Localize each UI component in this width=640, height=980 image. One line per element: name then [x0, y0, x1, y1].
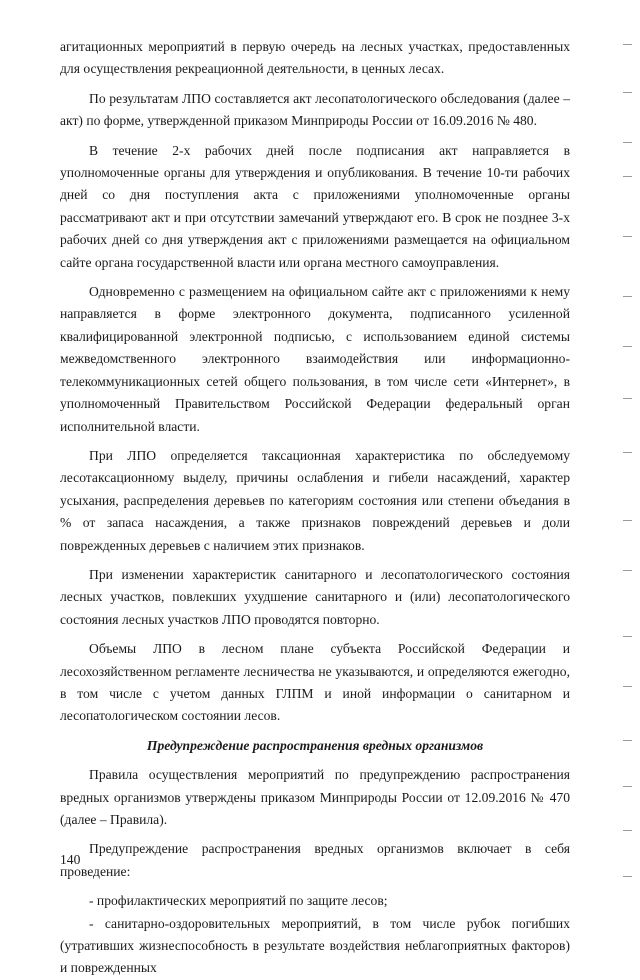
paragraph-prevention-includes: Предупреждение распространения вредных организмов включает в себя проведение: — [60, 841, 570, 879]
edge-mark — [623, 786, 632, 787]
list-item-sanitary: - санитарно-оздоровительных мероприятий, в том числе рубок погибших (утративших жизнеспособность в результате воздействия неблагоприятных факторов) и поврежденных — [60, 915, 570, 976]
edge-mark — [623, 570, 632, 571]
edge-mark — [623, 876, 632, 877]
paragraph-electronic-submission: Одновременно с размещением на официальном сайте акт с приложениями к нему направляется в форме электронного документа, подписанного усиленной квалифицированной электронной подписью, с использованием единой системы межведомственного электронного взаимодействия или информационно-телекоммуникационных сетей общего пользования, в том числе сети «Интернет», в уполномоченный Правительством Российской Федерации федеральный орган исполнительной власти. — [60, 284, 570, 434]
edge-mark — [623, 296, 632, 297]
edge-mark — [623, 176, 632, 177]
edge-mark — [623, 452, 632, 453]
edge-mark — [623, 398, 632, 399]
paragraph-volumes: Объемы ЛПО в лесном плане субъекта Российской Федерации и лесохозяйственном регламенте лесничества не указываются, и определяются ежегодно, в том числе с учетом данных ГЛПМ и иной информации о санитарном и лесопатологическом состоянии лесов. — [60, 641, 570, 724]
edge-mark — [623, 142, 632, 143]
paragraph-taxation: При ЛПО определяется таксационная характеристика по обследуемому лесотаксационному выделу, причины ослабления и гибели насаждений, характер усыхания, распределения деревьев по категориям состояния или степени объедания в % от запаса насаждения, а также признаков повреждений деревьев и доли поврежденных деревьев с наличием этих признаков. — [60, 447, 570, 553]
paragraph-act-results: По результатам ЛПО составляется акт лесопатологического обследования (далее – акт) по форме, утвержденной приказом Минприроды России от 16.09.2016 № 480. — [60, 90, 570, 129]
edge-mark — [623, 830, 632, 831]
edge-mark — [623, 236, 632, 237]
edge-mark — [623, 740, 632, 741]
edge-mark — [623, 346, 632, 347]
section-heading: Предупреждение распространения вредных организмов — [146, 737, 484, 753]
document-page — [60, 36, 570, 980]
edge-mark — [623, 686, 632, 687]
edge-mark — [623, 92, 632, 93]
edge-mark — [623, 636, 632, 637]
list-item-preventive: - профилактических мероприятий по защите лесов; — [89, 893, 388, 909]
paragraph-rules: Правила осуществления мероприятий по предупреждению распространения вредных организмов утверждены приказом Минприроды России от 12.09.2016 № 470 (далее – Правила). — [60, 767, 570, 827]
scan-edge-marks — [618, 0, 632, 905]
paragraph-act-approval: В течение 2-х рабочих дней после подписания акт направляется в уполномоченные органы для утверждения и опубликования. В течение 10-ти рабочих дней со дня поступления акта с приложениями уполномоченные органы рассматривают акт и при отсутствии замечаний утверждают его. В срок не позднее 3-х рабочих дней со дня утверждения акт с приложениями размещается на официальном сайте органа государственной власти или органа местного самоуправления. — [60, 142, 570, 270]
edge-mark — [623, 44, 632, 45]
paragraph-repeat-survey: При изменении характеристик санитарного и лесопатологического состояния лесных участков, повлекших ухудшение санитарного и (или) лесопатологического состояния лесных участков ЛПО проводятся повторно. — [60, 566, 570, 627]
edge-mark — [623, 520, 632, 521]
paragraph-continuation: агитационных мероприятий в первую очередь на лесных участках, предоставленных для осуществления рекреационной деятельности, в ценных лесах. — [60, 39, 570, 77]
page-number: 140 — [60, 852, 81, 867]
